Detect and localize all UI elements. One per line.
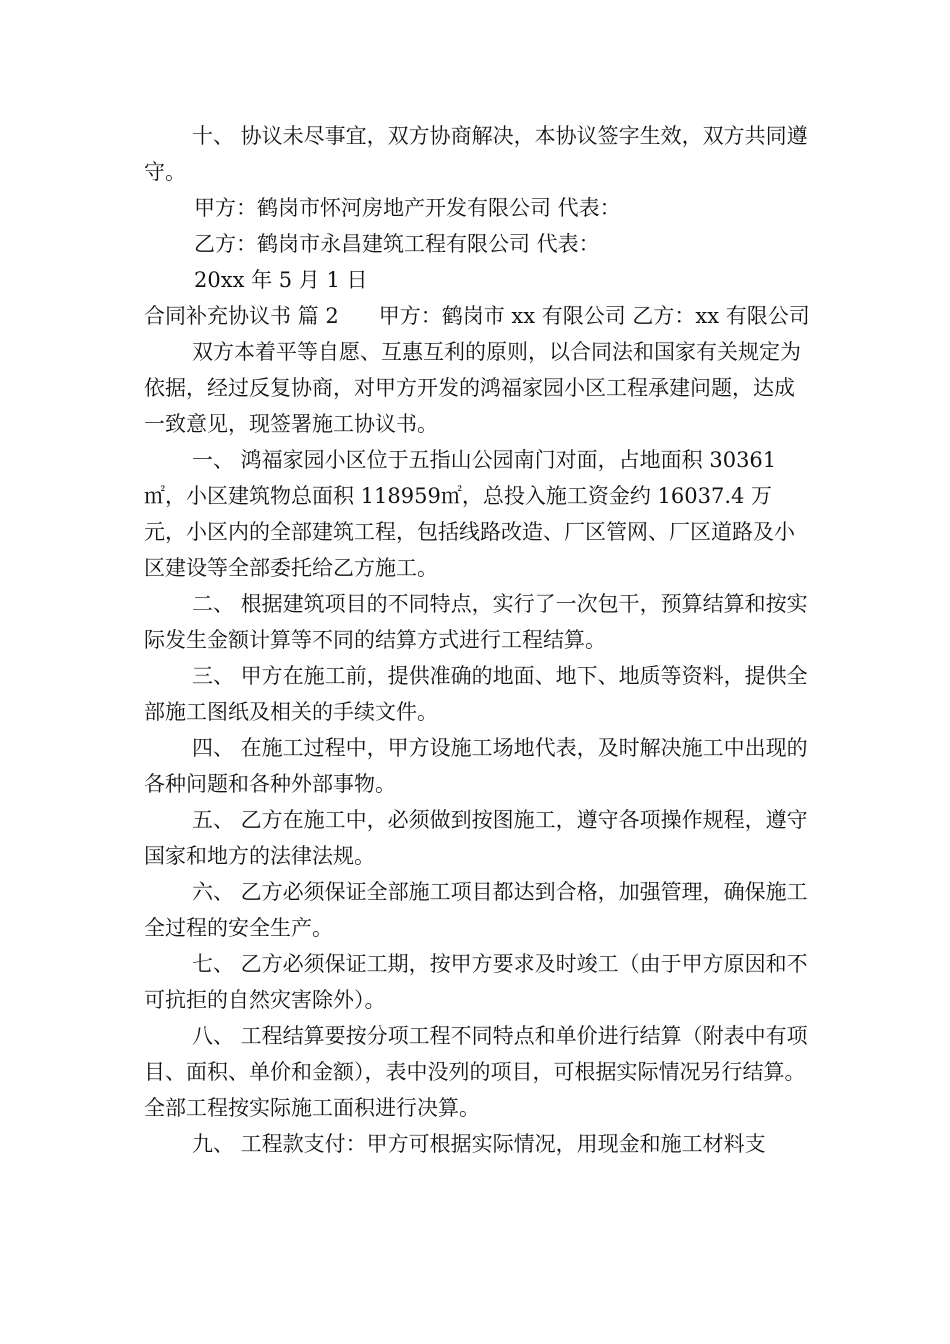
paragraph-ten: 十、 协议未尽事宜，双方协商解决，本协议签字生效，双方共同遵守。 — [144, 124, 808, 184]
clause-9: 九、 工程款支付：甲方可根据实际情况，用现金和施工材料支 — [192, 1132, 766, 1156]
document-body — [144, 118, 812, 1162]
section-title: 合同补充协议书 篇 2 — [144, 304, 339, 328]
clause-7: 七、 乙方必须保证工期，按甲方要求及时竣工（由于甲方原因和不可抗拒的自然灾害除外）。 — [144, 952, 808, 1012]
clause-3: 三、 甲方在施工前，提供准确的地面、地下、地质等资料，提供全部施工图纸及相关的手续文件。 — [144, 664, 808, 724]
section-heading — [144, 298, 812, 334]
preamble-paragraph: 双方本着平等自愿、互惠互利的原则，以合同法和国家有关规定为依据，经过反复协商，对甲方开发的鸿福家园小区工程承建问题，达成一致意见，现签署施工协议书。 — [144, 340, 801, 436]
clause-6: 六、 乙方必须保证全部施工项目都达到合格，加强管理，确保施工全过程的安全生产。 — [144, 880, 808, 940]
section-parties: 甲方：鹤岗市 xx 有限公司 乙方：xx 有限公司 — [378, 304, 810, 328]
signing-date: 20xx 年 5 月 1 日 — [194, 268, 368, 292]
clause-5: 五、 乙方在施工中，必须做到按图施工，遵守各项操作规程，遵守国家和地方的法律法规。 — [144, 808, 808, 868]
clause-4: 四、 在施工过程中，甲方设施工场地代表，及时解决施工中出现的各种问题和各种外部事物。 — [144, 736, 808, 796]
party-b-signature: 乙方：鹤岗市永昌建筑工程有限公司 代表： — [194, 232, 600, 256]
party-a-signature: 甲方：鹤岗市怀河房地产开发有限公司 代表： — [194, 196, 621, 220]
clause-2: 二、 根据建筑项目的不同特点，实行了一次包干，预算结算和按实际发生金额计算等不同的结算方式进行工程结算。 — [144, 592, 808, 652]
clause-1: 一、 鸿福家园小区位于五指山公园南门对面，占地面积 30361㎡，小区建筑物总面积 118959㎡，总投入施工资金约 16037.4 万元，小区内的全部建筑工程，包括线路改造、厂区管网、厂区道路及小区建设等全部委托给乙方施工。 — [144, 448, 795, 580]
clause-8: 八、 工程结算要按分项工程不同特点和单价进行结算（附表中有项目、面积、单价和金额），表中没列的项目，可根据实际情况另行结算。全部工程按实际施工面积进行决算。 — [144, 1024, 808, 1120]
